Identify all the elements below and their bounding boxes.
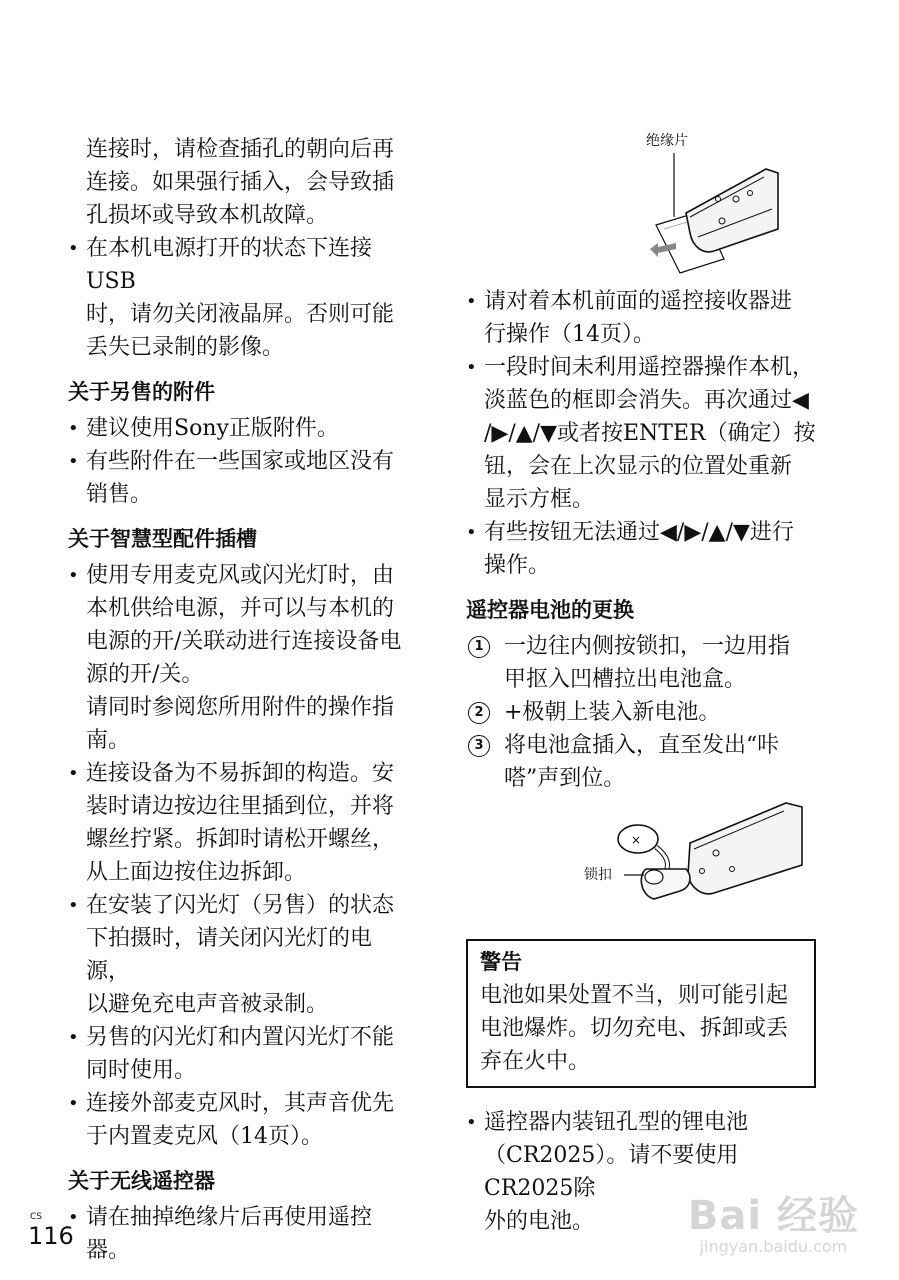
step-3: 3 将电池盒插入，直至发出“咔 嗒”声到位。 <box>466 729 816 795</box>
list-item: • 建议使用Sony正版附件。 <box>68 412 413 445</box>
step-1: 1 一边往内侧按锁扣，一边用指 甲抠入凹槽拉出电池盒。 <box>466 630 816 696</box>
figure-label-insulation: 绝缘片 <box>646 133 688 149</box>
section-heading-accessories: 关于另售的附件 <box>68 380 215 404</box>
section-heading-accessory-shoe: 关于智慧型配件插槽 <box>68 527 257 551</box>
watermark-url: jingyan.baidu.com <box>699 1237 848 1256</box>
page-number-value: 116 <box>28 1222 74 1250</box>
list-item: • 连接外部麦克风时，其声音优先 于内置麦克风（14页）。 <box>68 1087 413 1153</box>
baidu-watermark <box>688 1184 859 1256</box>
remote-insulation-illustration <box>466 133 816 285</box>
svg-text:×: × <box>631 833 642 847</box>
watermark-brand: Bai 经验 <box>687 1193 859 1239</box>
warning-box: 警告 电池如果处置不当，则可能引起 电池爆炸。切勿充电、拆卸或丢 弃在火中。 <box>466 939 816 1088</box>
list-item: • 有些附件在一些国家或地区没有 销售。 <box>68 445 413 511</box>
intro-paragraph: 连接时，请检查插孔的朝向后再 连接。如果强行插入，会导致插 孔损坏或导致本机故障。 <box>86 137 395 228</box>
list-item: • 连接设备为不易拆卸的构造。安 装时请边按边往里插到位，并将 螺丝拧紧。拆卸时请松开螺丝， 从上面边按住边拆卸。 <box>68 757 413 889</box>
list-item: • 请在抽掉绝缘片后再使用遥控器。 <box>68 1201 413 1267</box>
language-code: CS <box>30 1212 42 1222</box>
right-column <box>466 133 816 1238</box>
insulation-sheet-figure <box>466 133 816 285</box>
warning-title: 警告 <box>480 950 522 974</box>
battery-illustration <box>466 795 816 923</box>
figure-label-lock: 锁扣 <box>584 867 612 883</box>
section-heading-battery: 遥控器电池的更换 <box>466 598 634 622</box>
step-number: 1 <box>468 636 490 658</box>
list-item: • 另售的闪光灯和内置闪光灯不能 同时使用。 <box>68 1021 413 1087</box>
list-item: • 请对着本机前面的遥控接收器进 行操作（14页）。 <box>466 285 816 351</box>
list-item: • 有些按钮无法通过◀/▶/▲/▼进行 操作。 <box>466 516 816 582</box>
page-number <box>28 1212 74 1250</box>
step-number: 2 <box>468 702 490 724</box>
section-heading-remote: 关于无线遥控器 <box>68 1169 215 1193</box>
list-item: • 遥控器内装钮孔型的锂电池 （CR2025）。请不要使用CR2025除 外的电池。 <box>466 1106 816 1238</box>
list-item: • 在安装了闪光灯（另售）的状态 下拍摄时，请关闭闪光灯的电源， 以避免充电声音被录制。 <box>68 889 413 1021</box>
left-column <box>68 133 413 1267</box>
list-item: • 一段时间未利用遥控器操作本机， 淡蓝色的框即会消失。再次通过◀ /▶/▲/▼或者按ENTER（确定）按 钮，会在上次显示的位置处重新 显示方框。 <box>466 351 816 516</box>
step-number: 3 <box>468 735 490 757</box>
battery-replacement-figure <box>466 795 816 923</box>
step-2: 2 +极朝上装入新电池。 <box>466 696 816 729</box>
usb-note-bullet: • 在本机电源打开的状态下连接USB 时，请勿关闭液晶屏。否则可能 丢失已录制的影像。 <box>68 232 413 364</box>
list-item: • 使用专用麦克风或闪光灯时，由 本机供给电源，并可以与本机的 电源的开/关联动进行连接设备电 源的开/关。 请同时参阅您所用附件的操作指 南。 <box>68 559 413 757</box>
